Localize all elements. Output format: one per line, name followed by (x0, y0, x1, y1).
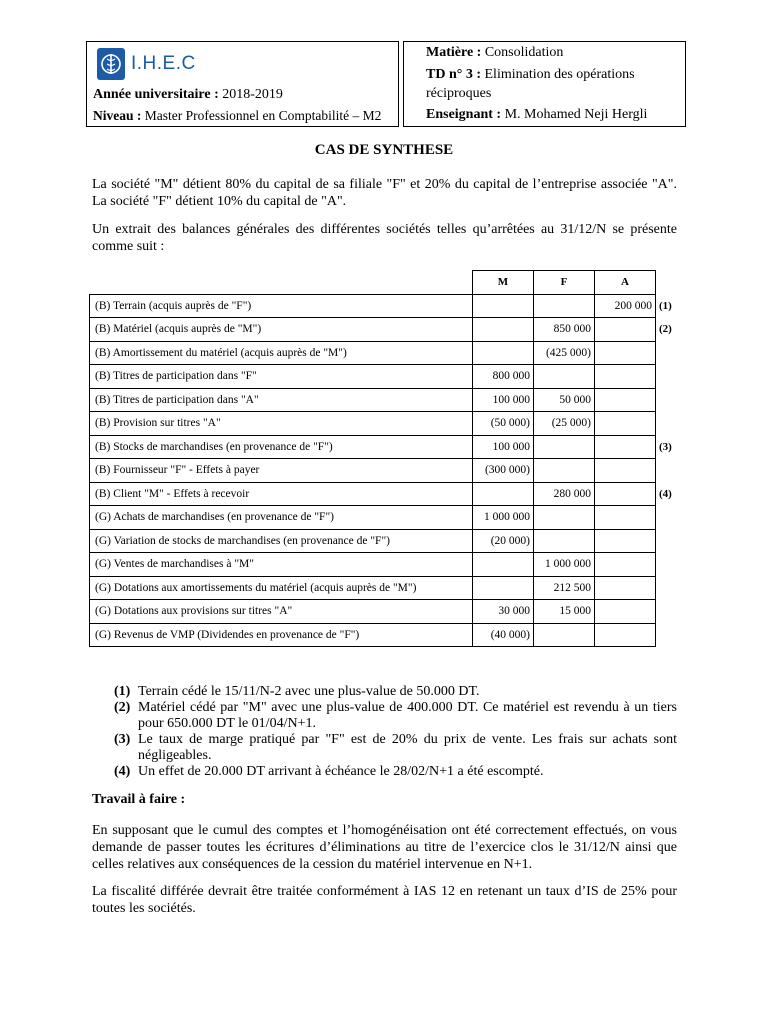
cell-f (534, 506, 595, 530)
cell-a (595, 600, 656, 624)
page-title: CAS DE SYNTHESE (314, 142, 454, 158)
matiere-line (426, 43, 677, 63)
row-note-ref: (2) (659, 323, 672, 336)
row-note-ref (656, 553, 686, 577)
column-header-m: M (473, 271, 534, 295)
row-note-ref: (1) (659, 299, 672, 312)
cell-m: (300 000) (473, 459, 534, 483)
intro-paragraph-1: La société "M" détient 80% du capital de sa filiale "F" et 20% du capital de l’entreprise associée "A". La société "F" détient 10% du capital de "A". (92, 177, 677, 209)
row-label: (G) Achats de marchandises (en provenance de "F") (90, 506, 473, 530)
cell-a (595, 365, 656, 389)
table-row (90, 576, 686, 600)
table-row (90, 341, 686, 365)
note-column-blank (656, 271, 686, 295)
cell-m (473, 318, 534, 342)
row-note-ref (656, 529, 686, 553)
cell-a (595, 506, 656, 530)
cell-f: 50 000 (534, 388, 595, 412)
row-label: (B) Fournisseur "F" - Effets à payer (90, 459, 473, 483)
cell-f (534, 623, 595, 647)
note-text: Le taux de marge pratiqué par "F" est de 20% du prix de vente. Les frais sur achats sont négligeables. (138, 732, 677, 763)
row-note-ref (656, 388, 686, 412)
cell-a (595, 576, 656, 600)
cell-a (595, 318, 656, 342)
row-label: (G) Revenus de VMP (Dividendes en provenance de "F") (90, 623, 473, 647)
row-label: (B) Provision sur titres "A" (90, 412, 473, 436)
cell-f (534, 365, 595, 389)
header-institution-box (86, 41, 399, 127)
cell-f (534, 294, 595, 318)
todo-heading: Travail à faire : (92, 792, 186, 807)
cell-m (473, 553, 534, 577)
cell-f (534, 459, 595, 483)
note-number: (2) (114, 700, 131, 715)
row-label: (B) Stocks de marchandises (en provenance de "F") (90, 435, 473, 459)
row-note-ref (656, 506, 686, 530)
cell-m: (40 000) (473, 623, 534, 647)
table-row (90, 529, 686, 553)
table-row (90, 388, 686, 412)
td-label: TD n° 3 : (426, 67, 481, 82)
row-label: (B) Titres de participation dans "A" (90, 388, 473, 412)
table-row (90, 482, 686, 506)
cell-a (595, 459, 656, 483)
cell-m: 100 000 (473, 388, 534, 412)
notes-list (114, 684, 677, 780)
cell-a (595, 435, 656, 459)
column-header-a: A (595, 271, 656, 295)
table-row (90, 506, 686, 530)
intro-paragraph-2: Un extrait des balances générales des différentes sociétés telles qu’arrêtées au 31/12/N se présente comme suit : (92, 222, 677, 254)
enseignant-value: M. Mohamed Neji Hergli (504, 107, 648, 122)
cell-f: 1 000 000 (534, 553, 595, 577)
row-label: (G) Ventes de marchandises à "M" (90, 553, 473, 577)
cell-a (595, 553, 656, 577)
cell-m: (20 000) (473, 529, 534, 553)
cell-f: 280 000 (534, 482, 595, 506)
table-row (90, 459, 686, 483)
row-label: (B) Client "M" - Effets à recevoir (90, 482, 473, 506)
cell-m: 1 000 000 (473, 506, 534, 530)
row-note-ref (656, 365, 686, 389)
todo-paragraph-2: La fiscalité différée devrait être traitée conformément à IAS 12 en retenant un taux d’IS de 25% pour toutes les sociétés. (92, 884, 677, 916)
annee-label: Année universitaire : (93, 87, 219, 102)
cell-m (473, 482, 534, 506)
annee-line (93, 84, 392, 105)
table-row (90, 318, 686, 342)
cell-f: 850 000 (534, 318, 595, 342)
note-3 (114, 732, 677, 764)
td-value: Elimination des opérations réciproques (426, 67, 635, 101)
note-number: (4) (114, 764, 131, 779)
cell-f: (25 000) (534, 412, 595, 436)
cell-f: (425 000) (534, 341, 595, 365)
note-2 (114, 700, 677, 732)
table-row (90, 623, 686, 647)
row-note-ref (656, 412, 686, 436)
row-note-ref (656, 576, 686, 600)
balance-table (89, 270, 686, 647)
cell-m (473, 294, 534, 318)
table-row (90, 412, 686, 436)
note-text: Un effet de 20.000 DT arrivant à échéance le 28/02/N+1 a été escompté. (138, 764, 544, 779)
cell-m (473, 576, 534, 600)
row-label: (B) Titres de participation dans "F" (90, 365, 473, 389)
row-note-ref: (4) (659, 487, 672, 500)
cell-a (595, 482, 656, 506)
cell-f (534, 435, 595, 459)
header-course-box (403, 41, 686, 127)
matiere-label: Matière : (426, 45, 482, 60)
cell-m: 30 000 (473, 600, 534, 624)
note-number: (1) (114, 684, 131, 699)
niveau-line (93, 105, 392, 126)
note-1 (114, 684, 677, 700)
row-label: (G) Variation de stocks de marchandises (en provenance de "F") (90, 529, 473, 553)
annee-value: 2018-2019 (222, 87, 283, 102)
enseignant-label: Enseignant : (426, 107, 502, 122)
table-row (90, 600, 686, 624)
note-text: Matériel cédé par "M" avec une plus-value de 400.000 DT. Ce matériel est revendu à un tiers pour 650.000 DT le 01/04/N+1. (138, 700, 677, 731)
row-note-ref (656, 341, 686, 365)
row-label: (B) Matériel (acquis auprès de "M") (90, 318, 473, 342)
table-header-row (90, 271, 686, 295)
table-row (90, 294, 686, 318)
row-label: (B) Terrain (acquis auprès de "F") (90, 294, 473, 318)
table-row (90, 435, 686, 459)
cell-m: (50 000) (473, 412, 534, 436)
logo (93, 44, 392, 84)
logo-text: I.H.E.C (131, 53, 196, 74)
cell-a (595, 341, 656, 365)
cell-a (595, 623, 656, 647)
row-label: (G) Dotations aux provisions sur titres "A" (90, 600, 473, 624)
row-label: (G) Dotations aux amortissements du matériel (acquis auprès de "M") (90, 576, 473, 600)
matiere-value: Consolidation (484, 45, 564, 60)
table-row (90, 553, 686, 577)
cell-f: 15 000 (534, 600, 595, 624)
cell-a (595, 529, 656, 553)
td-line (426, 65, 677, 103)
niveau-value: Master Professionnel en Comptabilité – M2 (144, 108, 382, 123)
row-note-ref (656, 623, 686, 647)
enseignant-line (426, 105, 677, 125)
cell-m (473, 341, 534, 365)
cell-f: 212 500 (534, 576, 595, 600)
row-note-ref (656, 600, 686, 624)
ihec-emblem-icon (97, 48, 125, 80)
cell-m: 800 000 (473, 365, 534, 389)
column-header-f: F (534, 271, 595, 295)
niveau-label: Niveau : (93, 108, 142, 123)
note-number: (3) (114, 732, 131, 747)
cell-a (595, 388, 656, 412)
row-label: (B) Amortissement du matériel (acquis auprès de "M") (90, 341, 473, 365)
cell-a (595, 412, 656, 436)
cell-m: 100 000 (473, 435, 534, 459)
note-4 (114, 764, 677, 780)
cell-f (534, 529, 595, 553)
cell-a: 200 000 (595, 294, 656, 318)
row-note-ref: (3) (659, 440, 672, 453)
note-text: Terrain cédé le 15/11/N-2 avec une plus-value de 50.000 DT. (138, 684, 480, 699)
table-header-blank (90, 271, 473, 295)
todo-paragraph-1: En supposant que le cumul des comptes et l’homogénéisation ont été correctement effectués, on vous demande de passer toutes les écritures d’éliminations au titre de l’exercice clos le 31/12/N ainsi que celles relatives aux conséquences de la cession du matériel intervenue en N+1. (92, 823, 677, 872)
table-row (90, 365, 686, 389)
row-note-ref (656, 459, 686, 483)
